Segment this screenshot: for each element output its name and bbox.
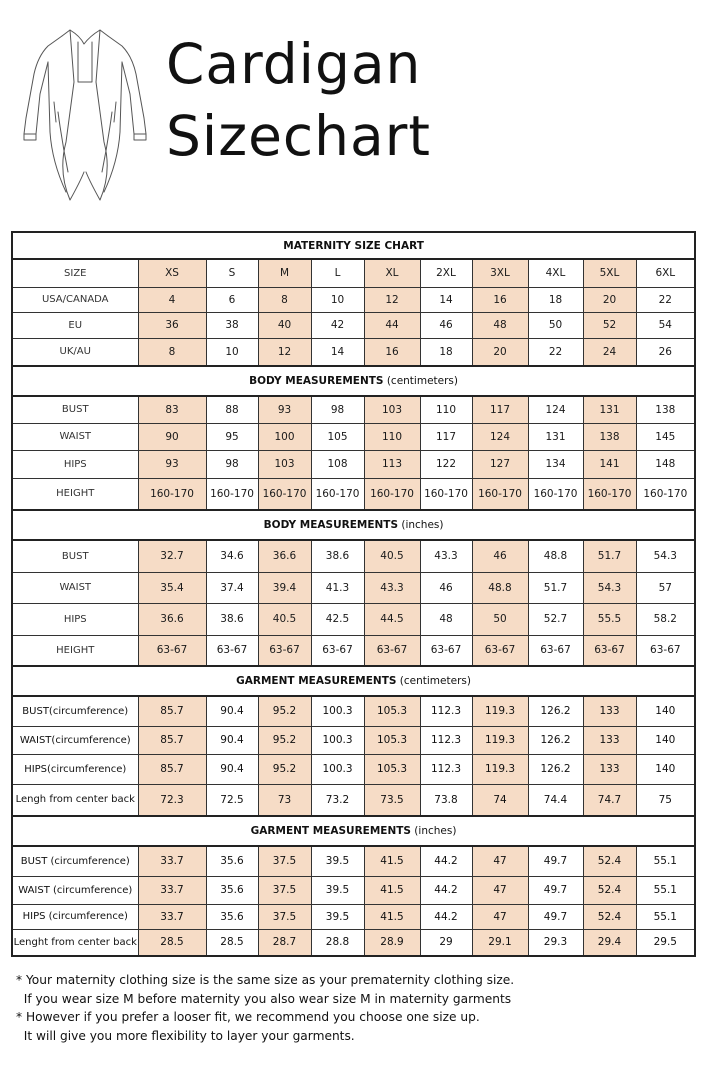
section-header [12,666,695,696]
table-cell: 124 [472,423,528,450]
table-cell: 36 [138,312,206,338]
table-row [12,846,695,876]
table-cell: 6 [206,287,258,312]
table-cell: 54 [636,312,695,338]
table-cell: 138 [636,396,695,423]
table-cell: 63-67 [364,635,420,666]
table-cell: 41.5 [364,876,420,904]
table-cell: 85.7 [138,696,206,726]
table-cell: 29.4 [583,929,636,956]
table-row [12,450,695,478]
table-cell: 42 [311,312,364,338]
table-cell: 131 [528,423,583,450]
table-cell: 55.1 [636,846,695,876]
table-cell: 48 [420,603,472,635]
table-cell: 28.5 [206,929,258,956]
table-cell: 110 [364,423,420,450]
table-cell: 119.3 [472,754,528,784]
table-cell: 74.7 [583,784,636,816]
section-header [12,816,695,846]
table-cell: 5XL [583,259,636,287]
table-cell: 16 [472,287,528,312]
table-cell: 46 [420,572,472,603]
table-cell: 33.7 [138,904,206,929]
footnote-line: It will give you more flexibility to layer your garments. [16,1028,355,1043]
table-cell: 6XL [636,259,695,287]
table-cell: 52 [583,312,636,338]
table-cell: 40 [258,312,311,338]
table-cell: 140 [636,754,695,784]
table-cell: 28.9 [364,929,420,956]
table-row [12,726,695,754]
table-cell: 42.5 [311,603,364,635]
table-row [12,876,695,904]
table-cell: 160-170 [636,478,695,510]
table-cell: 47 [472,846,528,876]
table-row [12,572,695,603]
table-row [12,929,695,956]
table-cell: 52.4 [583,846,636,876]
table-cell: 33.7 [138,876,206,904]
table-cell: 105.3 [364,696,420,726]
row-label: BUST [12,540,138,572]
table-cell: 38.6 [311,540,364,572]
table-cell: 112.3 [420,754,472,784]
table-cell: 55.1 [636,876,695,904]
table-cell: 40.5 [364,540,420,572]
table-cell: 38.6 [206,603,258,635]
table-cell: 127 [472,450,528,478]
table-cell: 39.5 [311,846,364,876]
table-cell: 95.2 [258,696,311,726]
row-label: HIPS (circumference) [12,904,138,929]
table-cell: 93 [138,450,206,478]
table-cell: 41.5 [364,904,420,929]
table-cell: 20 [472,338,528,366]
table-cell: 50 [472,603,528,635]
row-label: Lenght from center back [12,929,138,956]
row-label: WAIST [12,572,138,603]
table-cell: 75 [636,784,695,816]
row-label: HIPS [12,450,138,478]
table-cell: 22 [528,338,583,366]
section-unit: (inches) [410,825,457,837]
table-row [12,540,695,572]
table-cell: 29.1 [472,929,528,956]
row-label: EU [12,312,138,338]
table-cell: 26 [636,338,695,366]
cardigan-sketch-icon [18,22,153,207]
page-title [166,28,431,172]
table-cell: 160-170 [138,478,206,510]
table-cell: 48.8 [528,540,583,572]
table-cell: 54.3 [583,572,636,603]
table-cell: 48.8 [472,572,528,603]
table-cell: 63-67 [311,635,364,666]
table-cell: 44.5 [364,603,420,635]
table-cell: 140 [636,726,695,754]
section-title: BODY MEASUREMENTS [249,375,384,387]
table-cell: 52.4 [583,904,636,929]
table-cell: 112.3 [420,696,472,726]
table-cell: 95.2 [258,726,311,754]
section-unit: (centimeters) [396,675,471,687]
table-cell: 51.7 [528,572,583,603]
section-header [12,366,695,396]
table-cell: 44.2 [420,904,472,929]
table-row [12,478,695,510]
table-row [12,338,695,366]
table-cell: 28.7 [258,929,311,956]
table-cell: 73.2 [311,784,364,816]
table-cell: S [206,259,258,287]
table-cell: 160-170 [583,478,636,510]
table-cell: 43.3 [420,540,472,572]
table-cell: 12 [258,338,311,366]
row-label: HEIGHT [12,478,138,510]
table-cell: 40.5 [258,603,311,635]
table-cell: 117 [472,396,528,423]
table-cell: 93 [258,396,311,423]
table-cell: 88 [206,396,258,423]
table-cell: 47 [472,876,528,904]
table-cell: 73.5 [364,784,420,816]
table-row [12,287,695,312]
table-cell: 160-170 [311,478,364,510]
table-cell: 36.6 [258,540,311,572]
table-cell: 63-67 [528,635,583,666]
table-cell: 10 [311,287,364,312]
table-cell: 63-67 [472,635,528,666]
table-cell: 119.3 [472,726,528,754]
table-row [12,696,695,726]
table-cell: 49.7 [528,846,583,876]
table-cell: 18 [528,287,583,312]
table-cell: 108 [311,450,364,478]
table-row [12,396,695,423]
table-row [12,635,695,666]
table-row [12,259,695,287]
table-cell: 160-170 [258,478,311,510]
row-label: UK/AU [12,338,138,366]
table-cell: 37.5 [258,876,311,904]
table-cell: 32.7 [138,540,206,572]
table-cell: 117 [420,423,472,450]
table-cell: 63-67 [258,635,311,666]
table-cell: 48 [472,312,528,338]
table-cell: 103 [364,396,420,423]
size-chart-table [11,231,696,957]
table-cell: 39.5 [311,876,364,904]
footnote-line: * However if you prefer a looser fit, we recommend you choose one size up. [16,1010,480,1024]
table-row [12,784,695,816]
table-cell: 105.3 [364,726,420,754]
row-label: SIZE [12,259,138,287]
table-cell: 44 [364,312,420,338]
table-cell: 55.1 [636,904,695,929]
table-cell: 72.3 [138,784,206,816]
title-line-1: Cardigan [166,32,422,96]
table-cell: 145 [636,423,695,450]
table-cell: 37.5 [258,904,311,929]
table-cell: 46 [420,312,472,338]
table-cell: 133 [583,696,636,726]
table-cell: 63-67 [583,635,636,666]
table-cell: 141 [583,450,636,478]
table-cell: 39.4 [258,572,311,603]
table-cell: 39.5 [311,904,364,929]
table-cell: 29.5 [636,929,695,956]
table-cell: 12 [364,287,420,312]
table-cell: 28.5 [138,929,206,956]
table-cell: 160-170 [420,478,472,510]
table-cell: 73 [258,784,311,816]
table-cell: 52.7 [528,603,583,635]
table-cell: 160-170 [206,478,258,510]
table-cell: 10 [206,338,258,366]
table-cell: 35.6 [206,876,258,904]
header [0,0,713,225]
table-cell: 43.3 [364,572,420,603]
table-cell: 54.3 [636,540,695,572]
table-cell: 63-67 [420,635,472,666]
table-cell: 119.3 [472,696,528,726]
row-label: WAIST (circumference) [12,876,138,904]
table-cell: 122 [420,450,472,478]
table-cell: 131 [583,396,636,423]
table-cell: 33.7 [138,846,206,876]
row-label: WAIST [12,423,138,450]
table-cell: 50 [528,312,583,338]
table-cell: 4XL [528,259,583,287]
table-cell: 35.6 [206,904,258,929]
table-cell: 74 [472,784,528,816]
table-cell: 41.5 [364,846,420,876]
table-cell: 49.7 [528,904,583,929]
table-cell: 2XL [420,259,472,287]
table-cell: 133 [583,726,636,754]
table-caption: MATERNITY SIZE CHART [12,232,695,259]
row-label: Lengh from center back [12,784,138,816]
table-cell: 95.2 [258,754,311,784]
row-label: BUST(circumference) [12,696,138,726]
table-cell: 90 [138,423,206,450]
table-cell: 148 [636,450,695,478]
table-cell: 35.4 [138,572,206,603]
table-cell: 63-67 [206,635,258,666]
table-cell: 34.6 [206,540,258,572]
table-cell: 36.6 [138,603,206,635]
table-cell: M [258,259,311,287]
table-cell: 103 [258,450,311,478]
table-cell: 52.4 [583,876,636,904]
table-cell: 22 [636,287,695,312]
table-cell: 28.8 [311,929,364,956]
table-cell: 83 [138,396,206,423]
section-header [12,510,695,540]
section-unit: (centimeters) [383,375,458,387]
table-cell: 51.7 [583,540,636,572]
table-cell: 14 [420,287,472,312]
section-title: GARMENT MEASUREMENTS [236,675,397,687]
table-cell: 55.5 [583,603,636,635]
table-cell: 134 [528,450,583,478]
table-cell: 105.3 [364,754,420,784]
table-cell: 58.2 [636,603,695,635]
table-cell: 160-170 [472,478,528,510]
table-cell: 47 [472,904,528,929]
table-cell: 3XL [472,259,528,287]
table-cell: 73.8 [420,784,472,816]
table-cell: 35.6 [206,846,258,876]
table-cell: 124 [528,396,583,423]
table-cell: 133 [583,754,636,784]
table-row [12,904,695,929]
table-cell: 16 [364,338,420,366]
table-cell: 90.4 [206,696,258,726]
table-cell: 41.3 [311,572,364,603]
table-row [12,312,695,338]
table-cell: 4 [138,287,206,312]
table-cell: 44.2 [420,846,472,876]
table-cell: 85.7 [138,754,206,784]
table-cell: 90.4 [206,726,258,754]
table-cell: 126.2 [528,726,583,754]
table-cell: 85.7 [138,726,206,754]
table-cell: 100.3 [311,696,364,726]
table-cell: 29 [420,929,472,956]
table-cell: 57 [636,572,695,603]
table-row [12,754,695,784]
table-cell: 14 [311,338,364,366]
row-label: BUST (circumference) [12,846,138,876]
table-cell: 74.4 [528,784,583,816]
table-cell: 113 [364,450,420,478]
footnote-line: If you wear size M before maternity you also wear size M in maternity garments [16,991,512,1006]
table-row [12,603,695,635]
table-cell: 72.5 [206,784,258,816]
table-cell: XL [364,259,420,287]
row-label: USA/CANADA [12,287,138,312]
section-title: GARMENT MEASUREMENTS [250,825,411,837]
row-label: HIPS [12,603,138,635]
table-cell: 110 [420,396,472,423]
table-cell: 126.2 [528,754,583,784]
table-cell: 100.3 [311,726,364,754]
table-cell: 29.3 [528,929,583,956]
table-cell: L [311,259,364,287]
table-cell: 95 [206,423,258,450]
table-cell: 44.2 [420,876,472,904]
table-cell: 98 [206,450,258,478]
row-label: WAIST(circumference) [12,726,138,754]
table-cell: 37.5 [258,846,311,876]
table-cell: 98 [311,396,364,423]
table-cell: 8 [258,287,311,312]
table-cell: 37.4 [206,572,258,603]
table-cell: 63-67 [636,635,695,666]
table-cell: 46 [472,540,528,572]
table-cell: 160-170 [528,478,583,510]
table-cell: 100.3 [311,754,364,784]
table-cell: 63-67 [138,635,206,666]
section-title: BODY MEASUREMENTS [263,519,399,531]
table-row [12,423,695,450]
table-cell: 100 [258,423,311,450]
title-line-2: Sizechart [166,104,431,168]
footnotes [16,971,706,1045]
table-cell: 38 [206,312,258,338]
table-cell: 126.2 [528,696,583,726]
row-label: HEIGHT [12,635,138,666]
table-cell: 18 [420,338,472,366]
table-cell: 105 [311,423,364,450]
table-cell: 138 [583,423,636,450]
row-label: BUST [12,396,138,423]
table-cell: 140 [636,696,695,726]
section-unit: (inches) [398,519,444,531]
table-cell: XS [138,259,206,287]
row-label: HIPS(circumference) [12,754,138,784]
table-cell: 160-170 [364,478,420,510]
table-cell: 8 [138,338,206,366]
table-cell: 112.3 [420,726,472,754]
table-cell: 24 [583,338,636,366]
table-cell: 20 [583,287,636,312]
footnote-line: * Your maternity clothing size is the same size as your prematernity clothing size. [16,973,515,987]
table-cell: 49.7 [528,876,583,904]
table-cell: 90.4 [206,754,258,784]
